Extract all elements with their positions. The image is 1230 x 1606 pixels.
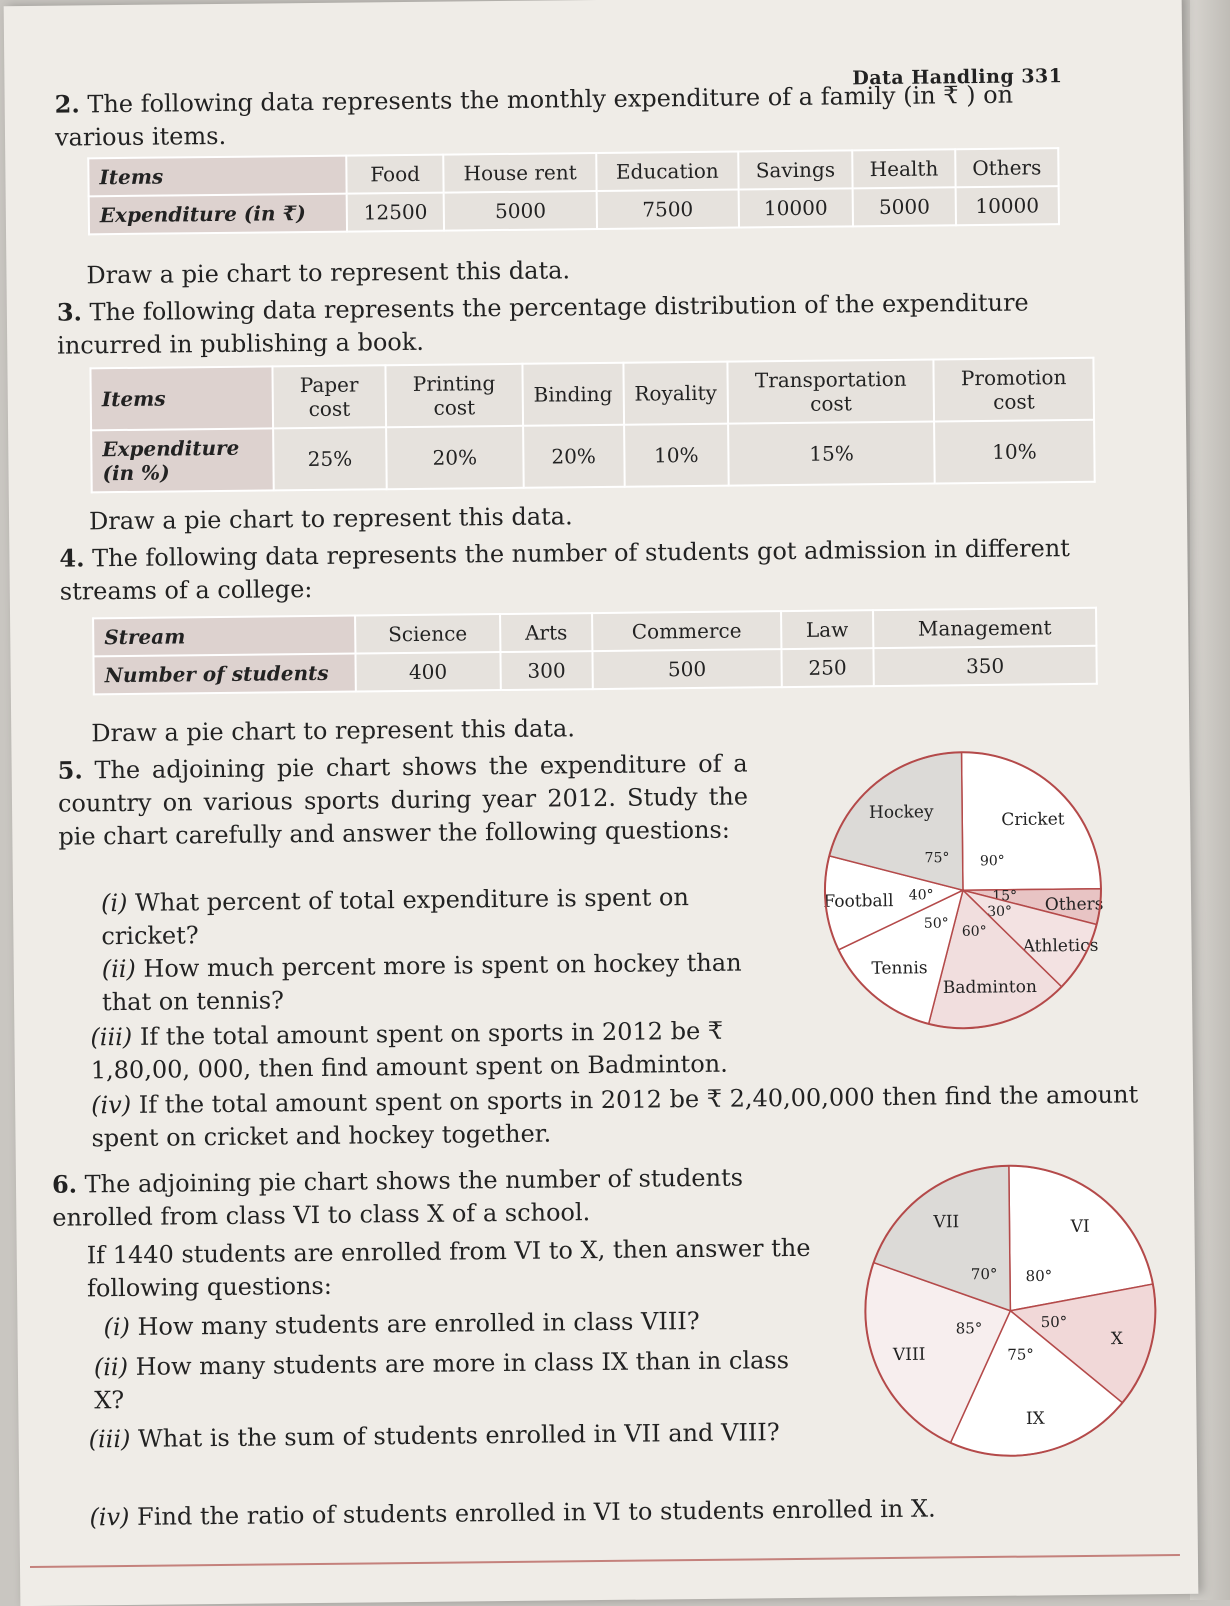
row-header: Expenditure (in ₹): [89, 194, 348, 235]
slice-name-label: Football: [823, 891, 894, 912]
slice-name-label: VIII: [892, 1344, 926, 1366]
row-header: Items: [88, 156, 347, 197]
class-pie-svg: [854, 1154, 1167, 1467]
slice-name-label: VI: [1070, 1216, 1090, 1237]
table-cell: Arts: [500, 613, 593, 652]
table-cell: 25%: [273, 427, 387, 490]
table-cell: Food: [346, 155, 443, 194]
textbook-page: [4, 0, 1199, 1606]
page-edge: [1190, 0, 1230, 1600]
question-6: 6. The adjoining pie chart shows the number of students enrolled from class VI to class X of a school.: [51, 1163, 744, 1232]
table-cell: 7500: [597, 190, 739, 229]
row-header: Items: [90, 366, 273, 430]
slice-angle-label: 15°: [992, 888, 1018, 905]
table-cell: House rent: [443, 153, 596, 193]
table-cell: 250: [781, 648, 874, 687]
table-cell: 300: [500, 651, 593, 690]
slice-angle-label: 50°: [923, 915, 949, 932]
slice-name-label: Tennis: [871, 958, 928, 979]
question-5: 5. The adjoining pie chart shows the expenditure of a country on various sports during year 2012. Study the pie chart carefully and answer the following questions:: [57, 749, 749, 851]
table-cell: 20%: [386, 426, 523, 489]
slice-angle-label: 70°: [970, 1265, 998, 1284]
q5-part-3: (iii) If the total amount spent on sports in 2012 be ₹ 1,80,00, 000, then find amount spent on Badminton.: [90, 1016, 728, 1085]
bottom-rule: [30, 1554, 1180, 1568]
sports-pie-svg: [811, 739, 1114, 1042]
q5-part-2: (ii) How much percent more is spent on hockey than that on tennis?: [101, 948, 742, 1017]
table-cell: 500: [592, 649, 781, 689]
question-3: 3. The following data represents the percentage distribution of the expenditure incurred in publishing a book.: [56, 288, 1029, 360]
sports-pie-chart: [811, 739, 1114, 1042]
table-cell: Promotion cost: [934, 358, 1094, 422]
slice-angle-label: 50°: [1040, 1312, 1068, 1332]
q2-table: [87, 147, 1060, 235]
table-cell: Paper cost: [272, 365, 386, 428]
row-header: Number of students: [93, 654, 355, 695]
page-header: Data Handling 331: [852, 65, 1063, 90]
table-cell: Health: [853, 149, 956, 188]
table-cell: 350: [873, 646, 1096, 686]
table-cell: 5000: [444, 191, 597, 231]
table-cell: Others: [955, 148, 1059, 187]
slice-angle-label: 80°: [1025, 1266, 1053, 1286]
table-cell: 400: [355, 652, 500, 692]
table-cell: 12500: [347, 193, 444, 232]
question-4: 4. The following data represents the number of students got admission in different streams of a college:: [59, 534, 1071, 606]
q2-instruction: Draw a pie chart to represent this data.: [86, 256, 571, 290]
slice-name-label: X: [1110, 1329, 1124, 1350]
table-cell: Commerce: [592, 611, 781, 651]
q4-instruction: Draw a pie chart to represent this data.: [91, 714, 576, 748]
slice-name-label: Athletics: [1022, 935, 1099, 957]
slice-angle-label: 75°: [924, 850, 950, 867]
q3-table: [89, 357, 1095, 494]
q5-part-1: (i) What percent of total expenditure is spent on cricket?: [100, 883, 689, 951]
q6-part-2: (ii) How many students are more in class IX than in class X?: [93, 1346, 790, 1415]
row-header: Expenditure (in %): [91, 428, 274, 492]
question-2: 2. The following data represents the monthly expenditure of a family (in ₹ ) on various items.: [54, 80, 1014, 152]
q6-part-4: (iv) Find the ratio of students enrolled in VI to students enrolled in X.: [89, 1494, 936, 1532]
slice-name-label: Cricket: [1001, 809, 1065, 831]
table-cell: 10%: [934, 420, 1094, 484]
table-row: [90, 358, 1094, 430]
slice-angle-label: 75°: [1007, 1345, 1034, 1364]
table-row: [91, 420, 1095, 492]
slice-angle-label: 60°: [961, 923, 987, 940]
table-cell: 10000: [738, 188, 853, 227]
table-cell: Management: [873, 608, 1096, 648]
table-cell: 5000: [853, 187, 956, 226]
slice-angle-label: 30°: [987, 903, 1013, 920]
table-cell: Law: [781, 610, 874, 649]
q6-part-3: (iii) What is the sum of students enrolled in VII and VIII?: [88, 1418, 780, 1454]
table-cell: Royality: [623, 362, 728, 425]
table-cell: 20%: [523, 425, 625, 488]
slice-angle-label: 40°: [908, 887, 934, 904]
q4-table: [92, 607, 1098, 696]
table-cell: Binding: [522, 363, 624, 426]
table-cell: 15%: [728, 421, 935, 485]
q6-part-1: (i) How many students are enrolled in class VIII?: [103, 1306, 700, 1342]
table-cell: 10000: [955, 186, 1059, 225]
q5-part-4: (iv) If the total amount spent on sports in 2012 be ₹ 2,40,00,000 then find the amount spent on cricket and hockey together.: [91, 1080, 1139, 1153]
slice-angle-label: 90°: [979, 853, 1005, 870]
slice-name-label: Badminton: [942, 977, 1037, 999]
table-cell: Printing cost: [385, 364, 522, 427]
table-cell: 10%: [624, 424, 729, 487]
slice-name-label: Hockey: [868, 802, 934, 823]
table-cell: Savings: [738, 150, 853, 189]
class-pie-chart: [854, 1154, 1167, 1467]
slice-name-label: VII: [933, 1212, 960, 1233]
slice-name-label: Others: [1044, 894, 1104, 915]
q6-instruction: If 1440 students are enrolled from VI to X, then answer the following questions:: [86, 1233, 811, 1303]
table-cell: Science: [355, 614, 500, 654]
slice-name-label: IX: [1025, 1408, 1045, 1429]
table-cell: Transportation cost: [728, 359, 935, 423]
slice-angle-label: 85°: [955, 1319, 983, 1338]
q3-instruction: Draw a pie chart to represent this data.: [88, 502, 573, 536]
row-header: Stream: [93, 616, 355, 657]
table-cell: Education: [597, 152, 739, 191]
